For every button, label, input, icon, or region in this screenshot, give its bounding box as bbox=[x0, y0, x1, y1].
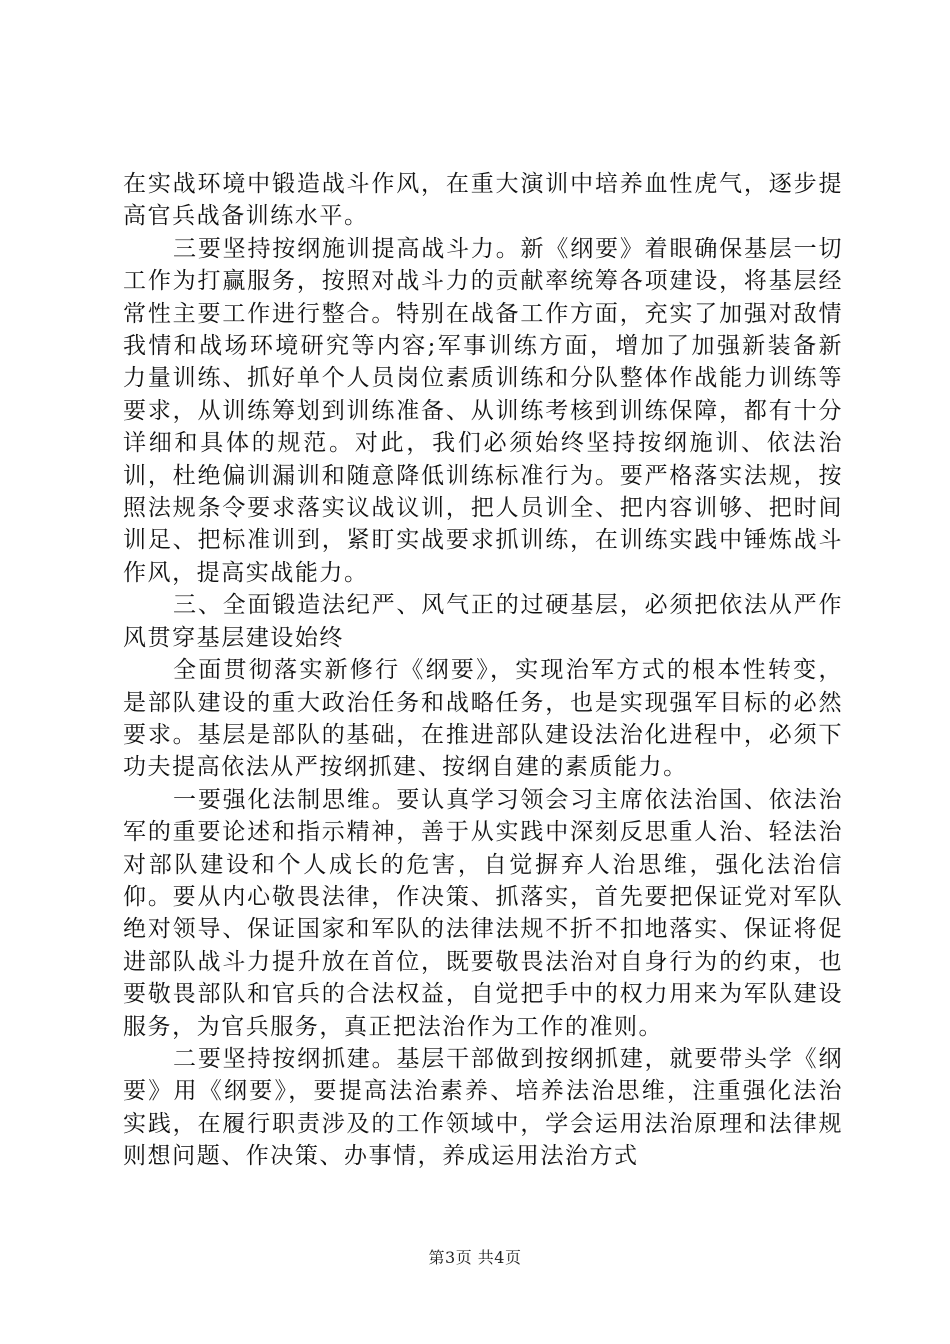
page-number-footer: 第3页 共4页 bbox=[428, 1248, 522, 1267]
paragraph-legal-thinking: 一要强化法制思维。要认真学习领会习主席依法治国、依法治军的重要论述和指示精神，善于从实践中深刻反思重人治、轻法治对部队建设和个人成长的危害，自觉摒弃人治思维，强化法治信仰。要从内心敬畏法律，作决策、抓落实，首先要把保证党对军队绝对领导、保证国家和军队的法律法规不折不扣地落实、保证将促进部队战斗力提升放在首位，既要敬畏法治对自身行为的约束，也要敬畏部队和官兵的合法权益，自觉把手中的权力用来为军队建设服务，为官兵服务，真正把法治作为工作的准则。 bbox=[123, 786, 843, 1040]
section-heading: 三、全面锻造法纪严、风气正的过硬基层，必须把依法从严作风贯穿基层建设始终 bbox=[123, 592, 843, 651]
paragraph-overview: 全面贯彻落实新修行《纲要》，实现治军方式的根本性转变，是部队建设的重大政治任务和战略任务，也是实现强军目标的必然要求。基层是部队的基础，在推进部队建设法治化进程中，必须下功夫提高依法从严按纲抓建、按纲自建的素质能力。 bbox=[123, 657, 843, 781]
paragraph-training: 三要坚持按纲施训提高战斗力。新《纲要》着眼确保基层一切工作为打赢服务，按照对战斗力的贡献率统筹各项建设，将基层经常性主要工作进行整合。特别在战备工作方面，充实了加强对敌情我情和战场环境研究等内容;军事训练方面，增加了加强新装备新力量训练、抓好单个人员岗位素质训练和分队整体作战能力训练等要求，从训练筹划到训练准备、从训练考核到训练保障，都有十分详细和具体的规范。对此，我们必须始终坚持按纲施训、依法治训，杜绝偏训漏训和随意降低训练标准行为。要严格落实法规，按照法规条令要求落实议战议训，把人员训全、把内容训够、把时间训足、把标准训到，紧盯实战要求抓训练，在训练实践中锤炼战斗作风，提高实战能力。 bbox=[123, 235, 843, 586]
paragraph-continued: 在实战环境中锻造战斗作风，在重大演训中培养血性虎气，逐步提高官兵战备训练水平。 bbox=[123, 171, 843, 230]
paragraph-follow-guidelines: 二要坚持按纲抓建。基层干部做到按纲抓建，就要带头学《纲要》用《纲要》，要提高法治素养、培养法治思维，注重强化法治实践，在履行职责涉及的工作领域中，学会运用法治原理和法律规则想问题、作决策、办事情，养成运用法治方式 bbox=[123, 1045, 843, 1170]
document-body bbox=[123, 168, 843, 1173]
